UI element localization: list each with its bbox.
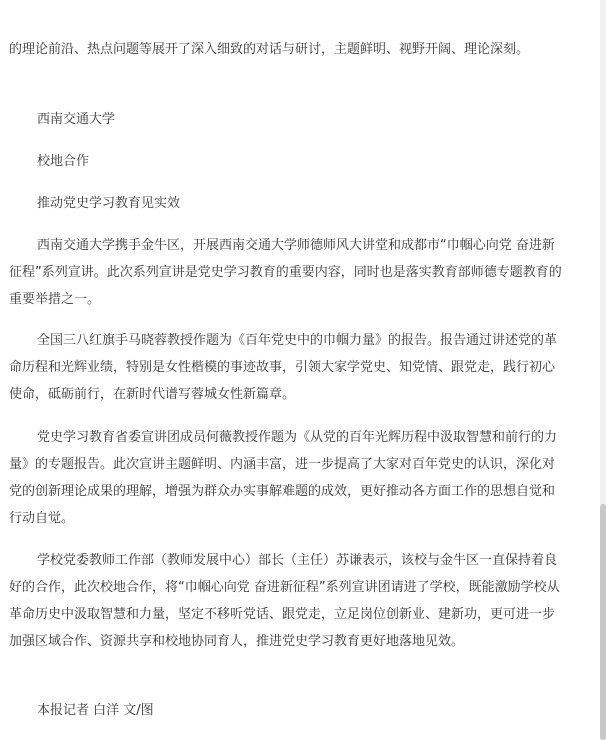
paragraph-he-wei-report: 党史学习教育省委宣讲团成员何薇教授作题为《从党的百年光辉历程中汲取智慧和前行的力量》的专题报告。此次宣讲主题鲜明、内涵丰富，进一步提高了大家对百年党史的认识，深化对党的创新理论成果的理解，增强为群众办实事解难题的成效，更好推动各方面工作的思想自觉和行动自觉。 bbox=[9, 430, 558, 526]
paragraph-su-qian-statement: 学校党委教师工作部（教师发展中心）部长（主任）苏谦表示，该校与金牛区一直保持着良好的合作，此次校地合作，将“巾帼心向党 奋进新征程”系列宣讲团请进了学校，既能激励学校从革命历史中汲取智慧和力量，坚定不移听党话、跟党走，立足岗位创新业、建新功，更可进一步加强区域合作、资源共享和校地协同育人，推进党史学习教育更好地落地见效。 bbox=[9, 553, 560, 649]
subheading-cooperation: 校地合作 bbox=[37, 154, 90, 169]
byline: 本报记者 白洋 文/图 bbox=[37, 703, 154, 718]
subheading-university: 西南交通大学 bbox=[37, 112, 116, 127]
scrollbar-thumb[interactable] bbox=[600, 504, 606, 740]
subheading-title: 推动党史学习教育见实效 bbox=[37, 196, 181, 211]
scrollbar-track[interactable] bbox=[600, 0, 606, 740]
paragraph-lecture-series: 西南交通大学携手金牛区，开展西南交通大学师德师风大讲堂和成都市“巾帼心向党 奋进新征程”系列宣讲。此次系列宣讲是党史学习教育的重要内容，同时也是落实教育部师德专题教育的重要举措之一。 bbox=[9, 238, 562, 307]
paragraph-ma-xiaorong-report: 全国三八红旗手马晓蓉教授作题为《百年党史中的巾帼力量》的报告。报告通过讲述党的革命历程和光辉业绩，特别是女性楷模的事迹故事，引领大家学党史、知党情、跟党走，践行初心使命，砥砺前行，在新时代谱写蓉城女性新篇章。 bbox=[9, 333, 558, 402]
paragraph-intro-continuation: 的理论前沿、热点问题等展开了深入细致的对话与研讨，主题鲜明、视野开阔、理论深刻。 bbox=[9, 42, 530, 57]
